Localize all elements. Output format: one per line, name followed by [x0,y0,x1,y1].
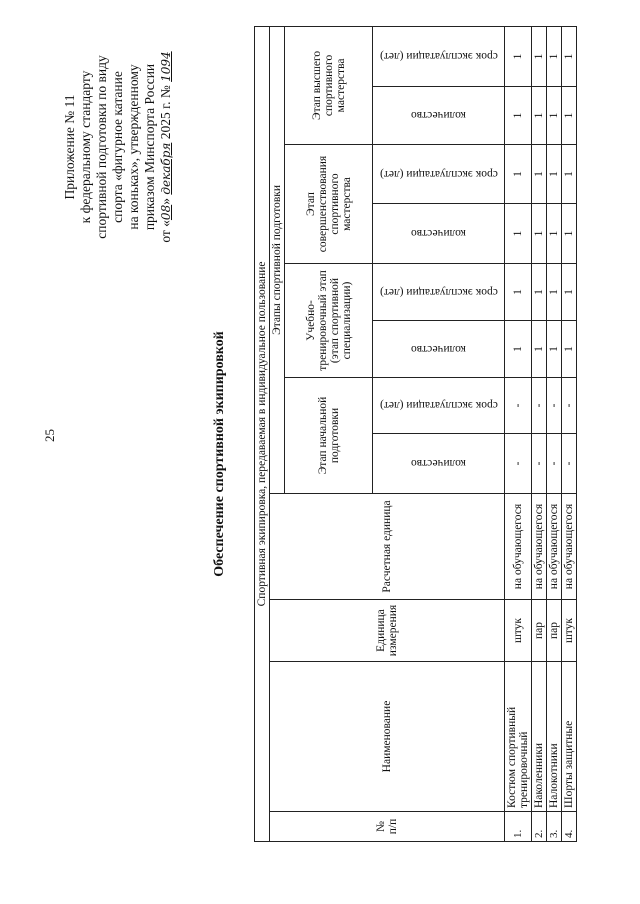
sub-quantity: количество [373,434,505,494]
header-number: № п/п [270,812,505,842]
order-number: 1094 [159,51,173,82]
header-name: Наименование [270,662,505,812]
row-calc-unit: на обучающегося [532,494,547,600]
appendix-line: спортивной подготовки по виду [94,55,109,239]
date-mid: » [158,198,173,205]
appendix-line: к федеральному стандарту [78,70,93,224]
row-value: 1 [505,26,532,86]
page-number: 25 [42,429,57,442]
row-value: - [562,434,577,494]
row-unit: штук [562,600,577,662]
row-unit: пар [547,600,562,662]
table-row [505,26,532,841]
table-row [562,26,577,841]
table-row [547,26,562,841]
header-stages: Этапы спортивной подготовки [270,26,285,493]
row-value: 1 [505,87,532,145]
row-name: Наколенники [532,662,547,812]
row-value: 1 [547,204,562,264]
row-value: 1 [547,321,562,378]
sub-term: срок эксплуатации (лет) [373,26,505,86]
row-value: 1 [562,145,577,204]
sub-quantity: количество [373,321,505,378]
row-value: 1 [532,321,547,378]
appendix-line: спорта «фигурное катание [110,71,125,223]
header-stage-highest: Этап высшего спортивного мастерства [285,26,373,144]
group-header: Спортивная экипировка, передаваемая в индивидуальное пользование [255,26,270,841]
row-calc-unit: на обучающегося [547,494,562,600]
appendix-line: приказом Минспорта России [142,63,157,231]
row-value: - [547,378,562,434]
row-name: Налокотники [547,662,562,812]
date-day: 08 [159,204,173,221]
row-number: 4. [562,812,577,842]
row-name: Костюм спортивный тренировочный [505,662,532,812]
date-month: декабря [159,142,173,195]
row-name: Шорты защитные [562,662,577,812]
row-value: 1 [547,26,562,86]
row-number: 3. [547,812,562,842]
header-stage-initial: Этап начальной подготовки [285,378,373,494]
row-value: 1 [562,321,577,378]
appendix-line: Приложение № 11 [62,94,77,200]
sub-term: срок эксплуатации (лет) [373,264,505,321]
row-value: - [532,434,547,494]
row-calc-unit: на обучающегося [505,494,532,600]
row-value: 1 [505,264,532,321]
row-number: 1. [505,812,532,842]
row-value: 1 [532,26,547,86]
appendix-date-line [158,22,174,272]
row-value: 1 [547,145,562,204]
header-unit: Единица измерения [270,600,505,662]
row-value: 1 [505,145,532,204]
row-value: 1 [532,87,547,145]
appendix-block [62,22,174,272]
row-value: - [505,434,532,494]
row-unit: штук [505,600,532,662]
row-value: 1 [562,26,577,86]
sub-term: срок эксплуатации (лет) [373,145,505,204]
row-value: - [505,378,532,434]
header-stage-training: Учебно-тренировочный этап (этап спортивной специализации) [285,264,373,378]
row-value: 1 [562,204,577,264]
appendix-line: на коньках», утвержденному [126,64,141,230]
row-value: 1 [547,87,562,145]
date-prefix: от « [158,220,173,243]
sub-quantity: количество [373,204,505,264]
row-value: 1 [505,321,532,378]
date-year: 2025 г. № [158,85,173,140]
row-value: - [532,378,547,434]
page-title: Обеспечение спортивной экипировкой [212,331,227,577]
row-unit: пар [532,600,547,662]
header-stage-improvement: Этап совершенствования спортивного мастерства [285,145,373,264]
row-value: 1 [532,145,547,204]
row-value: 1 [562,87,577,145]
row-number: 2. [532,812,547,842]
row-value: 1 [505,204,532,264]
sub-quantity: количество [373,87,505,145]
row-calc-unit: на обучающегося [562,494,577,600]
table-row [532,26,547,841]
row-value: 1 [532,264,547,321]
row-value: 1 [547,264,562,321]
equipment-table [254,26,577,842]
row-value: - [562,378,577,434]
sub-term: срок эксплуатации (лет) [373,378,505,434]
row-value: - [547,434,562,494]
row-value: 1 [562,264,577,321]
header-calc-unit: Расчетная единица [270,494,505,600]
row-value: 1 [532,204,547,264]
